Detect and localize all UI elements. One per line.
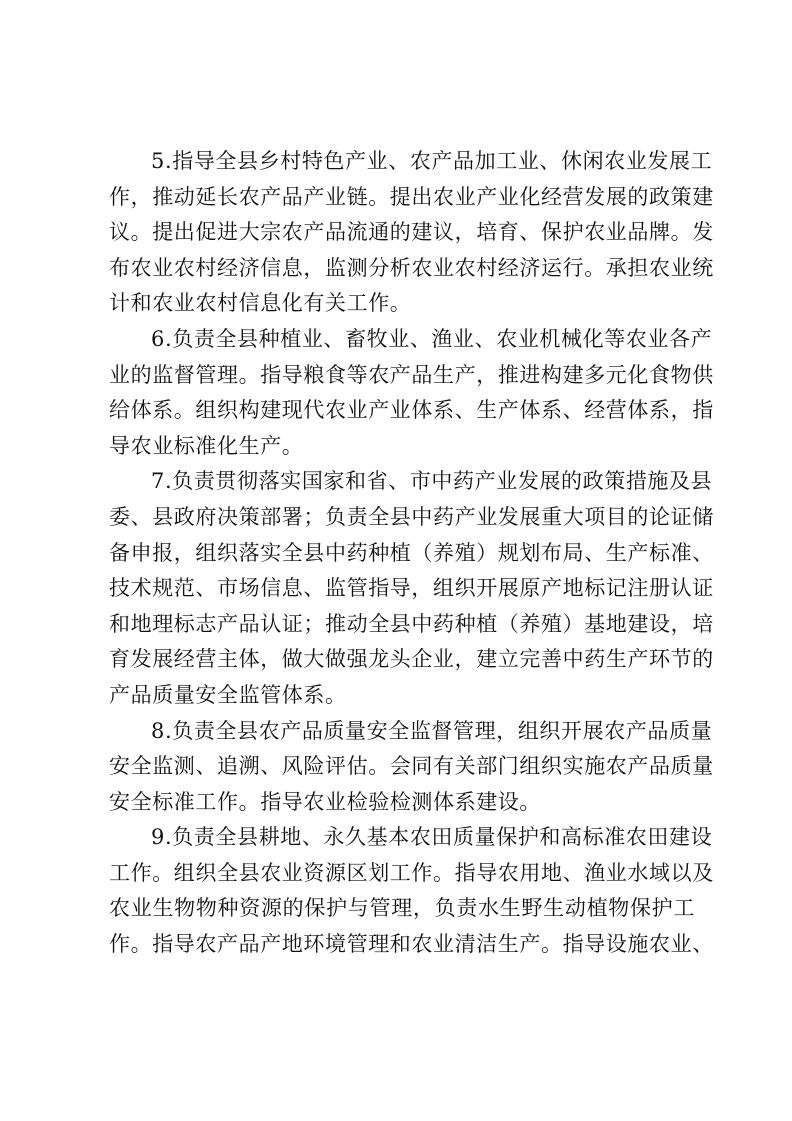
text-line: 作。指导农产品产地环境管理和农业清洁生产。指导设施农业、 [109, 932, 714, 957]
text-line: 业的监督管理。指导粮食等农产品生产，推进构建多元化食物供 [109, 362, 714, 387]
text-line: 育发展经营主体，做大做强龙头企业，建立完善中药生产环节的 [109, 647, 714, 672]
text-line: 和地理标志产品认证；推动全县中药种植（养殖）基地建设，培 [109, 611, 714, 636]
text-line: 8.负责全县农产品质量安全监督管理，组织开展农产品质量 [151, 718, 713, 743]
paragraph-6 [109, 322, 714, 464]
text-line: 5.指导全县乡村特色产业、农产品加工业、休闲农业发展工 [151, 149, 713, 173]
paragraph-5 [109, 144, 714, 322]
text-line: 技术规范、市场信息、监管指导，组织开展原产地标记注册认证 [109, 576, 714, 601]
text-line: 计和农业农村信息化有关工作。 [109, 291, 412, 316]
paragraph-9 [109, 820, 714, 962]
document-body [109, 144, 714, 963]
text-line: 7.负责贯彻落实国家和省、市中药产业发展的政策措施及县 [151, 469, 713, 494]
text-line: 备申报，组织落实全县中药种植（养殖）规划布局、生产标准、 [109, 540, 714, 565]
text-line: 委、县政府决策部署；负责全县中药产业发展重大项目的论证储 [109, 504, 714, 529]
text-line: 6.负责全县种植业、畜牧业、渔业、农业机械化等农业各产 [151, 326, 713, 351]
text-line: 产品质量安全监管体系。 [109, 682, 347, 707]
text-line: 安全监测、追溯、风险评估。会同有关部门组织实施农产品质量 [109, 754, 714, 779]
text-line: 安全标准工作。指导农业检验检测体系建设。 [109, 789, 541, 814]
text-line: 工作。组织全县农业资源区划工作。指导农用地、渔业水域以及 [109, 860, 714, 885]
text-line: 议。提出促进大宗农产品流通的建议，培育、保护农业品牌。发 [109, 220, 714, 245]
text-line: 给体系。组织构建现代农业产业体系、生产体系、经营体系，指 [109, 398, 714, 423]
text-line: 农业生物物种资源的保护与管理，负责水生野生动植物保护工 [109, 896, 695, 921]
text-line: 导农业标准化生产。 [109, 433, 304, 458]
text-line: 布农业农村经济信息，监测分析农业农村经济运行。承担农业统 [109, 255, 714, 280]
paragraph-8 [109, 714, 714, 821]
paragraph-7 [109, 464, 714, 713]
text-line: 作，推动延长农产品产业链。提出农业产业化经营发展的政策建 [109, 184, 714, 209]
text-line: 9.负责全县耕地、永久基本农田质量保护和高标准农田建设 [151, 825, 713, 850]
